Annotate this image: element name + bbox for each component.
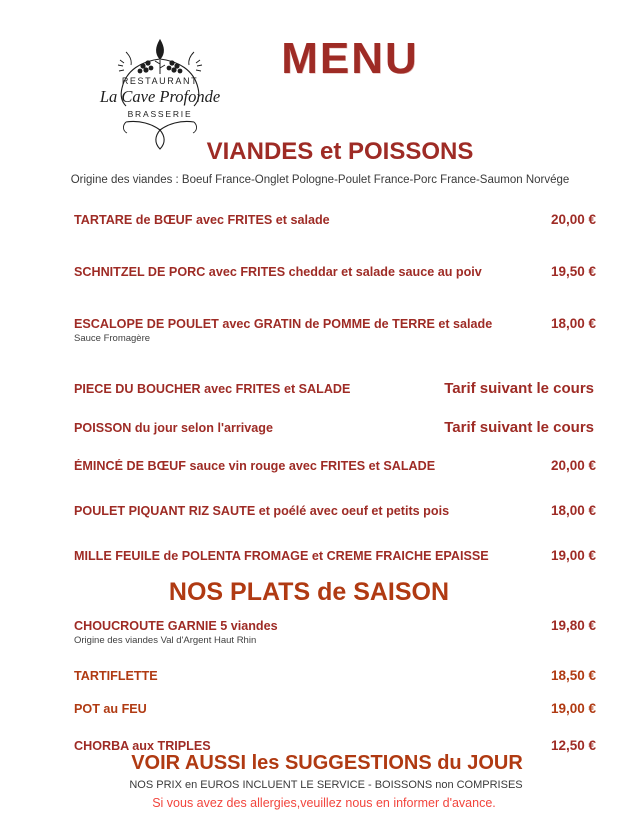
menu-item xyxy=(74,264,596,279)
dish-name: POT au FEU xyxy=(74,702,147,716)
dish-price: 18,50 € xyxy=(550,668,596,683)
dish-name: MILLE FEUILE de POLENTA FROMAGE et CREME FRAICHE EPAISSE xyxy=(74,549,489,563)
dish-name: TARTIFLETTE xyxy=(74,669,158,683)
dish-name: SCHNITZEL DE PORC avec FRITES cheddar et salade sauce au poiv xyxy=(74,265,482,279)
menu-item-row xyxy=(74,738,596,753)
menu-item xyxy=(74,618,596,646)
dish-price: 18,00 € xyxy=(550,503,596,518)
menu-item-row xyxy=(74,668,596,683)
menu-item-row xyxy=(74,212,596,227)
page-title: MENU xyxy=(281,34,419,83)
menu-item-row xyxy=(74,380,596,397)
menu-header xyxy=(0,0,640,130)
dish-price: 12,50 € xyxy=(550,738,596,753)
menu-item-row xyxy=(74,316,596,331)
menu-item xyxy=(74,212,596,227)
dish-name: POISSON du jour selon l'arrivage xyxy=(74,421,273,435)
dish-price: 19,00 € xyxy=(550,701,596,716)
dish-name: POULET PIQUANT RIZ SAUTE et poélé avec oeuf et petits pois xyxy=(74,504,450,518)
menu-item-row xyxy=(74,419,596,436)
main-menu-list xyxy=(74,212,596,563)
dish-name: ESCALOPE DE POULET avec GRATIN de POMME de TERRE et salade xyxy=(74,317,493,331)
dish-name: TARTARE de BŒUF avec FRITES et salade xyxy=(74,213,330,227)
dish-subnote: Sauce Fromagère xyxy=(74,333,151,344)
menu-item xyxy=(74,668,596,683)
menu-item xyxy=(74,738,596,753)
menu-item-row xyxy=(74,701,596,716)
allergy-note: Si vous avez des allergies,veuillez nous en informer d'avance. xyxy=(152,796,496,810)
menu-item-row xyxy=(74,618,596,633)
dish-price: 19,50 € xyxy=(550,264,596,279)
menu-item xyxy=(74,458,596,473)
section-title-viandes-poissons: VIANDES et POISSONS xyxy=(206,138,474,165)
menu-item xyxy=(74,701,596,716)
dish-price: 20,00 € xyxy=(550,212,596,227)
menu-item xyxy=(74,380,596,397)
suggestions-note: VOIR AUSSI les SUGGESTIONS du JOUR xyxy=(131,752,523,774)
dish-price: 20,00 € xyxy=(550,458,596,473)
dish-price: 19,00 € xyxy=(550,548,596,563)
dish-price: 19,80 € xyxy=(550,618,596,633)
menu-item-row xyxy=(74,458,596,473)
menu-item-row xyxy=(74,503,596,518)
dish-name: CHOUCROUTE GARNIE 5 viandes xyxy=(74,619,278,633)
menu-item xyxy=(74,548,596,563)
menu-item-row xyxy=(74,264,596,279)
dish-name: PIECE DU BOUCHER avec FRITES et SALADE xyxy=(74,382,351,396)
logo-line3: BRASSERIE xyxy=(127,109,193,119)
logo-line1: RESTAURANT xyxy=(121,76,199,86)
logo-line2: La Cave Profonde xyxy=(99,87,221,106)
origin-note: Origine des viandes : Boeuf France-Onglet Pologne-Poulet France-Porc France-Saumon Norvége xyxy=(70,174,570,186)
dish-name: CHORBA aux TRIPLES xyxy=(74,739,211,753)
menu-item-row xyxy=(74,548,596,563)
dish-price: 18,00 € xyxy=(550,316,596,331)
service-note: NOS PRIX en EUROS INCLUENT LE SERVICE - BOISSONS non COMPRISES xyxy=(129,779,523,791)
dish-price: Tarif suivant le cours xyxy=(444,380,594,397)
dish-name: ÉMINCÉ DE BŒUF sauce vin rouge avec FRITES et SALADE xyxy=(74,459,436,473)
menu-footer xyxy=(0,752,640,810)
dish-price: Tarif suivant le cours xyxy=(444,419,594,436)
season-menu-list xyxy=(74,618,596,753)
dish-subnote: Origine des viandes Val d'Argent Haut Rhin xyxy=(74,635,257,646)
section-title-plats-saison: NOS PLATS de SAISON xyxy=(168,578,450,606)
menu-item xyxy=(74,419,596,436)
menu-item xyxy=(74,316,596,344)
menu-item xyxy=(74,503,596,518)
